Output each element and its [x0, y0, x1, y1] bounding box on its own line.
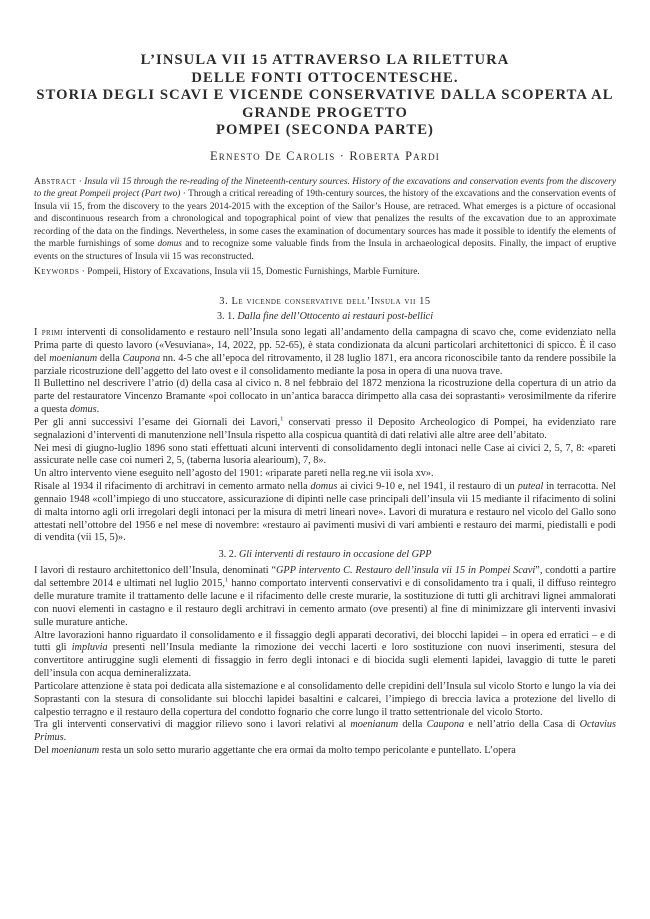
- text: moenianum: [49, 352, 98, 364]
- footnote-ref[interactable]: 1: [280, 415, 284, 423]
- text: puteal: [517, 481, 544, 493]
- subsection-heading-2: [34, 549, 616, 560]
- paragraph: [34, 745, 616, 758]
- text: resta un solo setto murario aggettante che era ormai da molto tempo pericolante e puntellato. L’opera: [99, 745, 516, 757]
- text: Tra gli interventi conservativi di maggior rilievo sono i lavori relativi al: [34, 719, 351, 731]
- text: della: [97, 352, 123, 364]
- text: Caupona: [122, 352, 161, 364]
- text: della: [398, 719, 427, 731]
- footnote-ref[interactable]: 1: [224, 576, 229, 584]
- paragraph: [34, 481, 616, 545]
- text: impluvia: [71, 642, 108, 654]
- text: Per gli anni successivi l’esame dei Giornali dei Lavori,: [34, 416, 281, 428]
- paragraph: [34, 719, 616, 745]
- text: hanno comportato interventi conservativi e di consolidamento tra i quali, il diffuso reintegro delle murature tramite il trattamento delle lacune e il rifacimento delle creste murarie, la sostituzione di tutti gli architravi lignei ammalorati con nuovi elementi in castagno e il restauro degli architravi in cemento armato (ove presenti) al fine di minimizzare gli interventi invasivi sulle murature antiche.: [34, 578, 616, 628]
- text: Risale al 1934 il rifacimento di architravi in cemento armato nella: [34, 481, 311, 493]
- keywords-text: · Pompeii, History of Excavations, Insula vii 15, Domestic Furnishings, Marble Furniture.: [79, 267, 420, 278]
- text: Altre lavorazioni hanno riguardato il consolidamento e il fissaggio degli apparati decorativi, dei blocchi lapidei – in opera ed erratici – e di tutti gli: [34, 629, 616, 654]
- paragraph: Particolare attenzione è stata poi dedicata alla sistemazione e al consolidamento delle crepidini dell’Insula sul vicolo Storto e lungo la via dei Soprastanti con la stesura di consolidante sui blocchi lapidei basaltini e calcarei, l’impiego di breccia lavica a protezione del livello di calpestio terragno e il restauro della copertura del condotto fognario che corre lungo il tratto settentrionale del vicolo Storto.: [34, 680, 616, 718]
- text: ”, condotti a partire dal settembre 2014 e ultimati nel luglio 2015,: [34, 565, 616, 590]
- keywords-label: Keywords: [34, 267, 80, 278]
- subsection-number: 3. 2.: [218, 549, 237, 561]
- article-title: [34, 52, 616, 140]
- title-line: POMPEI (SECONDA PARTE): [215, 122, 434, 139]
- abstract-sep: ·: [76, 176, 85, 187]
- paragraph: Un altro intervento viene eseguito nell’agosto del 1901: «riparate pareti nella reg.ne vii isola xv».: [34, 468, 434, 480]
- text: Caupona: [426, 719, 465, 731]
- text: interventi di consolidamento e restauro nell’Insula sono legati all’andamento della campagna di scavo che, come evidenziato nella Prima parte di questo lavoro («Vesuviana», 14, 2022, pp. 52-65), è stata condizionata da alcuni particolari architettonici di spicco. È il caso del: [34, 326, 616, 364]
- abstract-label: Abstract: [34, 176, 77, 187]
- abstract-text-end: and to recognize some valuable finds from the Insula in archaeological deposits. Finally, the impact of eruptive events on the structures of Insula vii 15 was reconstructed.: [34, 239, 616, 262]
- text: Del: [34, 745, 52, 757]
- text: GPP intervento C. Restauro dell’insula vii 15 in Pompei Scavi: [276, 565, 536, 577]
- keywords: [34, 266, 616, 279]
- title-line: STORIA DEGLI SCAVI E VICENDE CONSERVATIVE DALLA SCOPERTA AL: [36, 87, 614, 104]
- paragraph: [34, 565, 616, 629]
- authors: Ernesto De Carolis · Roberta Pardi: [210, 148, 440, 163]
- title-line: GRANDE PROGETTO: [242, 104, 408, 121]
- text: conservati presso il Deposito Archeologico di Pompei, ha evidenziato rare segnalazioni d’interventi di manutenzione nell’Insula rispetto alla cospicua quantità di dati relativi alle altre aree dell’abitato.: [34, 416, 617, 441]
- paragraph: Nei mesi di giugno-luglio 1896 sono stati effettuati alcuni interventi di consolidamento degli intonaci nelle Case ai civici 2, 5, 7, 8: «pareti assicurate nelle case coi numeri 2, 5, (taberna lusoria alearioum), 7, 8».: [34, 442, 616, 467]
- text: in terracotta. Nel gennaio 1948 «coll’impiego di uno stuccatore, assicurazione di dipinti nelle case principali dell’insula vii 15 mediante il rifacimento di solini di malta intorno agli orli irregolari degli intonaci per la misura di metri lineari nove». Lavori di muratura e restauro nel vicolo del Gallo sono attestati nell’ottobre del 1956 e nel mese di novembre: «restauro ai pavimenti musivi di vari ambienti e restauro dei marmi, piedistalli e podi di vendita (vii 15, 5)».: [34, 481, 617, 544]
- title-line: L’INSULA VII 15 ATTRAVERSO LA RILETTURA: [140, 52, 510, 68]
- text: domus: [310, 481, 338, 493]
- text: I lavori di restauro architettonico dell’Insula, denominati “: [34, 565, 277, 577]
- text: domus: [69, 404, 97, 416]
- paragraph: [34, 417, 616, 443]
- paragraph: [34, 327, 616, 378]
- abstract-domus: domus: [157, 239, 182, 250]
- text: .: [63, 732, 67, 744]
- lead-words: I primi: [34, 326, 64, 338]
- text: moenianum: [350, 719, 399, 731]
- text: presenti nell’Insula mediante la rimozione dei vecchi lacerti e loro sostituzione con nuovi inserimenti, stesura del convertitore antiruggine sugli elementi di fissaggio in ferro degli intonaci e di biocida sugli elementi lapidei, lavaggio di tutte le pareti dell’insula con acqua demineralizzata.: [34, 642, 616, 680]
- subsection-title: Dalla fine dell’Ottocento ai restauri post-bellici: [237, 310, 434, 322]
- abstract: [34, 176, 616, 264]
- section-heading: 3. Le vicende conservative dell’Insula vii 15: [219, 295, 431, 307]
- text: nn. 4-5 che all’epoca del ritrovamento, il 28 luglio 1871, era ancora riconoscibile tanto da rendere possibile la parziale ricostruzione dell’aggetto del lato ovest e il consolidamento mediante la posa in opera di una nuova trave.: [34, 352, 616, 377]
- text: Octavius Primus: [34, 719, 616, 744]
- subsection-title: Gli interventi di restauro in occasione del GPP: [238, 549, 432, 561]
- subsection-heading-1: [34, 311, 616, 322]
- title-line: DELLE FONTI OTTOCENTESCHE.: [191, 69, 459, 86]
- text: e nell’atrio della Casa di: [464, 719, 580, 731]
- text: Il Bullettino nel descrivere l’atrio (d) della casa al civico n. 8 nel febbraio del 1872 menziona la ricostruzione della copertura di un atrio da parte del restauratore Vincenzo Bramante «poi collocato in un’antica baracca dirimpetto alla casa dei soprastanti» verosimilmente da riferire a questa: [34, 378, 616, 416]
- text: .: [96, 404, 100, 416]
- paragraph: [34, 630, 616, 681]
- text: moenianum: [51, 745, 100, 757]
- abstract-english-title: Insula vii 15 through the re-reading of the Nineteenth-century sources. History of the excavations and conservation events from the discovery to the great Pompeii project (Part two): [34, 176, 616, 200]
- paragraph: [34, 378, 616, 417]
- abstract-text: · Through a critical rereading of 19th-century sources, the history of the excavations and the conservation events of Insula vii 15, from the discovery to the years 2014-2015 with the exception of the Sailor’s House, are retraced. What emerges is a picture of occasional and discontinuous research from a chronological and topographical point of view that penalizes the results of the excavation due to an approximate recording of the data on the findings. Nevertheless, in some cases the examination of documentary sources has made it possible to identify the elements of the marble furnishings of some: [34, 189, 616, 250]
- text: ai civici 9-10 e, nel 1941, il restauro di un: [337, 481, 518, 493]
- subsection-number: 3. 1.: [216, 310, 235, 322]
